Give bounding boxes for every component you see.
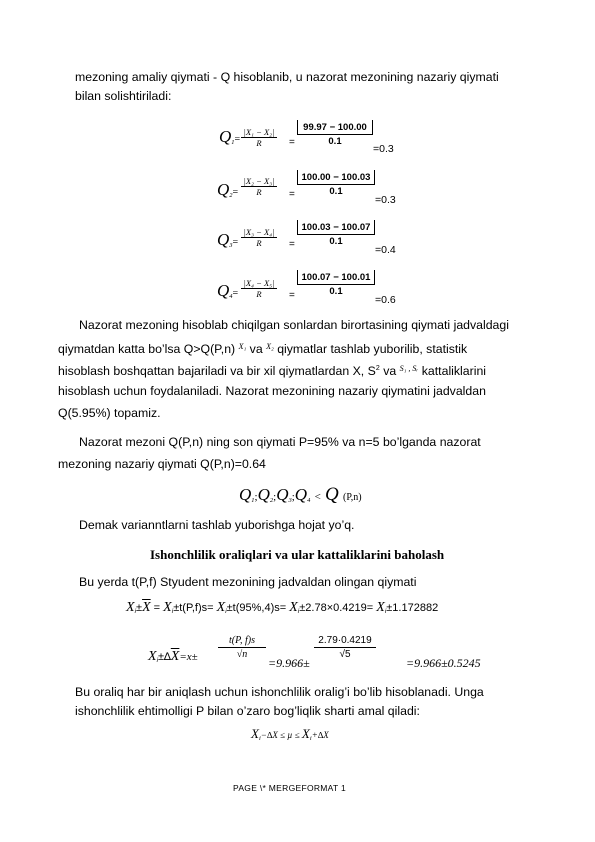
x-symbol: X	[148, 649, 157, 664]
sqrt-argument: n	[242, 649, 248, 660]
fraction-numerator: |X₁ − X₂|	[243, 127, 275, 137]
abs-numerator: 100.07 − 100.01	[301, 272, 371, 283]
eq2-result: =9.966±0.5245	[406, 656, 481, 670]
q-subscript: 1	[251, 497, 255, 504]
x-symbol: X	[216, 600, 226, 615]
x2-symbol: X₂	[266, 342, 274, 351]
fraction-numerator: t(P, f)s	[229, 635, 255, 646]
para1-line-4: hisoblash uchun foydalaniladi. Nazorat mezonining nazariy qiymatini jadvaldan	[58, 384, 486, 398]
fraction-denominator: R	[241, 237, 277, 248]
para1-line-5: Q(5.95%) topamiz.	[58, 406, 161, 420]
x-subscript: i	[134, 608, 137, 615]
x-subscript: i	[297, 608, 300, 615]
q-symbol: Q	[217, 281, 230, 300]
x-symbol: X	[301, 726, 310, 741]
superscript: 2	[375, 365, 380, 372]
intro-line-2: bilan solishtiriladi:	[75, 89, 172, 103]
fraction-denominator: R	[241, 288, 277, 299]
q-symbol: Q	[239, 485, 252, 504]
abs-numerator: 100.03 − 100.07	[301, 222, 371, 233]
para2-line-1: Nazorat mezoni Q(P,n) ning son qiymati P=95% va n=5 bo’lganda nazorat	[79, 435, 481, 449]
x-subscript: i	[384, 608, 387, 615]
q-subscript: 2	[229, 192, 233, 199]
eq2-intermediate: =9.966±	[268, 656, 310, 670]
s-symbols: S₁ , Sᵣ	[399, 364, 419, 374]
fraction-numerator: |X₃ − X₄|	[243, 227, 275, 237]
fraction-numerator: 2.79·0.4219	[318, 635, 372, 646]
para5-line-1: Bu oraliq har bir aniqlash uchun ishonchlilik oralig’i bo’lib hisoblanadi. Unga	[75, 685, 484, 699]
x-subscript: i	[258, 735, 261, 742]
eq3-term: +∆X	[311, 730, 329, 740]
q-subscript: 3	[288, 497, 292, 504]
fraction-denominator: R	[241, 186, 277, 197]
abs-denominator: 0.1	[297, 184, 375, 198]
eq1-term: ±t(95%,4)s=	[226, 602, 290, 614]
abs-denominator: 0.1	[297, 234, 375, 248]
intro-line-1: mezoning amaliy qiymati - Q hisoblanib, u nazorat mezonining nazariy qiymati	[75, 70, 499, 84]
q-symbol: Q	[257, 485, 270, 504]
abs-numerator: 99.97 − 100.00	[303, 122, 367, 133]
equals-sign: =	[289, 137, 295, 148]
q4-result: =0.6	[375, 294, 396, 306]
para1-line-3	[58, 362, 486, 378]
page-footer: PAGE \* MERGEFORMAT 1	[233, 783, 347, 793]
q-symbol: Q	[294, 485, 308, 504]
q-subscript: 2	[269, 497, 274, 504]
eq1-term: ±2.78×0.4219=	[299, 602, 377, 614]
para5-line-2: ishonchlilik ehtimolligi P bilan o’zaro bog’liqlik sharti amal qiladi:	[75, 704, 420, 718]
para1-text: qiymatlar tashlab yuborilib, statistik	[277, 342, 468, 356]
abs-numerator: 100.00 − 100.03	[301, 172, 371, 183]
equals-sign: =	[150, 602, 164, 614]
para4: Bu yerda t(P,f) Styudent mezonining jadvaldan olingan qiymati	[79, 575, 417, 589]
x-subscript: i	[156, 657, 159, 664]
para1-text: va	[249, 342, 263, 356]
x-symbol: X	[289, 600, 298, 615]
abs-denominator: 0.1	[297, 134, 373, 148]
para1-text: hisoblash boshqattan bajariladi va bir xil qiymatlardan X, S	[58, 364, 376, 379]
x1-symbol: X₁	[238, 342, 247, 351]
q2-result: =0.3	[375, 194, 396, 206]
fraction-denominator: √n	[218, 647, 266, 661]
q-symbol: Q	[217, 230, 230, 249]
plus-minus: ±	[136, 602, 143, 614]
para1-line-2	[58, 340, 467, 356]
eq1-term: ±t(P,f)s=	[173, 602, 217, 614]
q1-result: =0.3	[373, 143, 394, 155]
x-bar-symbol: $\overline{X}$	[170, 649, 180, 664]
q-symbol: Q	[276, 485, 289, 504]
less-than: <	[314, 491, 321, 503]
equation-3	[251, 726, 329, 742]
sqrt-argument: 5	[344, 649, 351, 660]
q-symbol: Q	[219, 127, 232, 146]
q-comparison	[239, 484, 362, 506]
q-symbol: Q	[325, 484, 339, 505]
x-subscript: i	[171, 608, 174, 615]
x-symbol: X	[376, 600, 385, 615]
x-subscript: i	[225, 608, 227, 615]
para3: Demak varianntlarni tashlab yuborishga hojat yo’q.	[79, 518, 355, 532]
separator: ;	[291, 491, 295, 503]
q-symbol: Q	[217, 180, 230, 199]
x-symbol: X	[163, 600, 172, 615]
equals-sign: =	[289, 290, 295, 301]
pn-label: (P,n)	[343, 492, 362, 503]
section-heading: Ishonchlilik oraliqlari va ular kattaliklarini baholash	[150, 547, 445, 562]
para1-text: kattaliklarini	[421, 364, 487, 379]
para1-line-1: Nazorat mezoning hisoblab chiqilgan sonlardan birortasining qiymati jadvaldagi	[79, 318, 509, 332]
fraction-denominator: √5	[314, 647, 376, 661]
equals-sign: =	[289, 239, 295, 250]
q-subscript: 4	[307, 497, 311, 504]
x-bar-symbol: $\overline{X}$	[142, 600, 151, 615]
q3-result: =0.4	[375, 244, 396, 256]
q-subscript: 4	[229, 293, 233, 300]
eq2-term: =x±	[179, 651, 198, 663]
equals-sign: =	[289, 189, 295, 200]
abs-denominator: 0.1	[297, 284, 375, 298]
x-symbol: X	[126, 600, 135, 615]
fraction-numerator: |X₄ − X₅|	[243, 278, 275, 288]
para1-text: qiymatdan katta bo’lsa Q>Q(P,n)	[58, 342, 236, 356]
eq3-term: −∆X ≤ µ ≤	[260, 730, 302, 740]
fraction-numerator: |X₂ − X₃|	[243, 176, 275, 186]
q-subscript: 1	[231, 139, 235, 146]
x-symbol: X	[251, 726, 259, 741]
separator: ;	[254, 491, 258, 503]
q-subscript: 3	[229, 242, 233, 249]
para2-line-2: mezoning nazariy qiymati Q(P,n)=0.64	[58, 457, 266, 471]
x-subscript: i	[309, 735, 312, 742]
plus-minus-delta: ±∆	[158, 651, 171, 663]
separator: ;	[273, 491, 277, 503]
equation-1	[126, 600, 438, 616]
fraction-denominator: R	[241, 137, 277, 148]
eq1-result: ±1.172882	[386, 602, 439, 614]
para1-text: va	[383, 364, 397, 379]
